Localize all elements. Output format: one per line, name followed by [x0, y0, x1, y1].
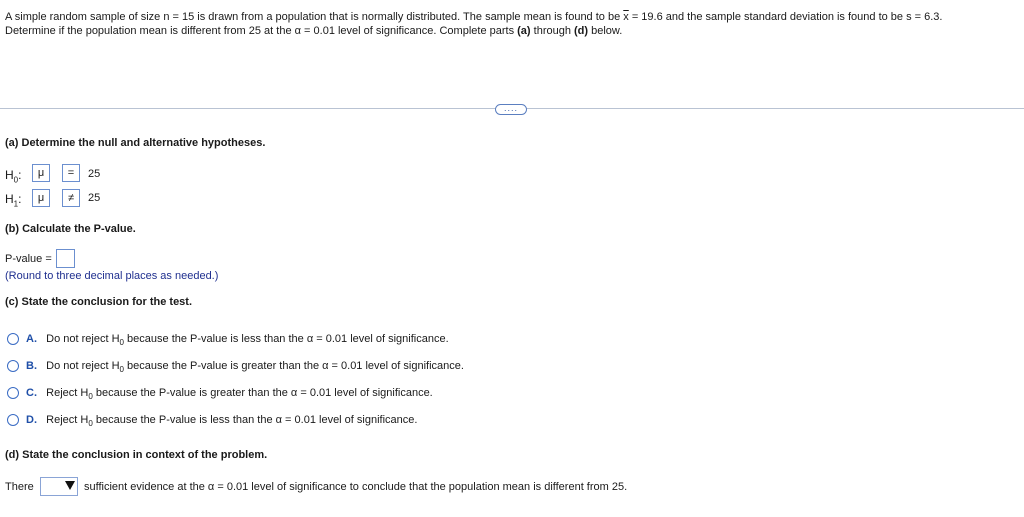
h1-label	[5, 192, 21, 208]
option-c-radio[interactable]	[7, 387, 19, 399]
part-ref: (d)	[574, 25, 589, 37]
option-text: Reject H	[46, 414, 89, 426]
option-text: because the P-value is greater than the α = 0.01 level of significance.	[92, 387, 433, 399]
pvalue-label: P-value =	[5, 253, 52, 265]
problem-text: Determine if the population mean is different from 25 at the α = 0.01 level of significance. Complete parts	[5, 25, 518, 37]
h0-label	[5, 168, 21, 184]
part-c-heading: (c) State the conclusion for the test.	[5, 296, 193, 308]
option-a-radio[interactable]	[7, 333, 19, 345]
h0-value: 25	[88, 168, 101, 180]
option-letter: B.	[26, 360, 37, 372]
problem-text: below.	[588, 25, 623, 37]
round-note: (Round to three decimal places as needed.)	[5, 270, 219, 282]
problem-text: A simple random sample of size n = 15 is drawn from a population that is normally distributed. The sample mean is found to be	[5, 11, 624, 23]
pvalue-input[interactable]	[56, 249, 75, 268]
dropdown-arrow-icon[interactable]	[65, 481, 75, 490]
option-letter: D.	[26, 414, 37, 426]
option-subscript: 0	[119, 365, 124, 375]
option-d[interactable]	[26, 414, 417, 428]
colon: :	[18, 192, 22, 206]
option-text: because the P-value is greater than the α = 0.01 level of significance.	[124, 360, 464, 372]
option-subscript: 0	[88, 392, 93, 402]
part-d-heading: (d) State the conclusion in context of the problem.	[5, 449, 268, 461]
option-subscript: 0	[88, 419, 93, 429]
option-subscript: 0	[119, 338, 124, 348]
option-text: Reject H	[46, 387, 89, 399]
h1-operator-dropdown[interactable]: ≠	[62, 189, 80, 207]
option-letter: A.	[26, 333, 37, 345]
option-text: because the P-value is less than the α = 0.01 level of significance.	[124, 333, 449, 345]
problem-statement-line1	[5, 11, 942, 23]
conclusion-suffix: sufficient evidence at the α = 0.01 level of significance to conclude that the population mean is different from 25.	[84, 481, 628, 493]
h-subscript: 0	[13, 175, 19, 185]
option-text: because the P-value is less than the α = 0.01 level of significance.	[92, 414, 418, 426]
conclusion-prefix: There	[5, 481, 34, 493]
h0-operator-dropdown[interactable]: =	[62, 164, 80, 182]
h-letter: H	[5, 192, 14, 206]
h1-value: 25	[88, 192, 101, 204]
option-c[interactable]	[26, 387, 433, 401]
part-ref: (a)	[517, 25, 531, 37]
h0-parameter-dropdown[interactable]: μ	[32, 164, 50, 182]
problem-text: = 19.6 and the sample standard deviation is found to be s = 6.3.	[628, 11, 943, 23]
colon: :	[18, 168, 22, 182]
h-subscript: 1	[13, 199, 19, 209]
more-options-button[interactable]: ....	[495, 104, 527, 115]
problem-text: through	[530, 25, 575, 37]
option-letter: C.	[26, 387, 37, 399]
option-d-radio[interactable]	[7, 414, 19, 426]
option-b-radio[interactable]	[7, 360, 19, 372]
option-text: Do not reject H	[46, 360, 120, 372]
part-b-heading: (b) Calculate the P-value.	[5, 223, 136, 235]
xbar-symbol: $\overline{x}$	[623, 11, 629, 23]
option-text: Do not reject H	[46, 333, 120, 345]
h-letter: H	[5, 168, 14, 182]
part-a-heading: (a) Determine the null and alternative hypotheses.	[5, 137, 266, 149]
h1-parameter-dropdown[interactable]: μ	[32, 189, 50, 207]
option-b[interactable]	[26, 360, 464, 374]
sufficiency-dropdown[interactable]	[40, 477, 78, 496]
problem-statement-line2	[5, 25, 622, 37]
option-a[interactable]	[26, 333, 449, 347]
